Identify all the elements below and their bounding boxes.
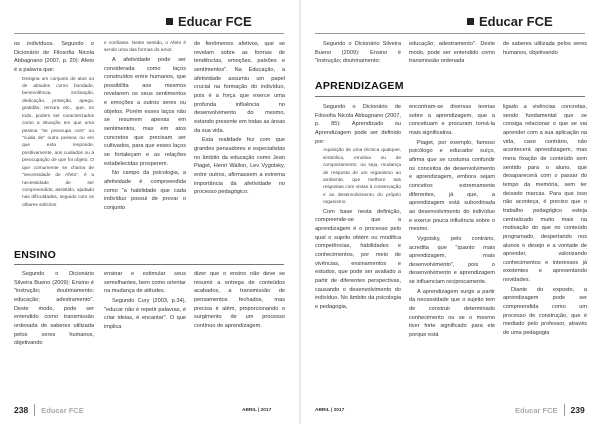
paragraph: No campo da psicologia, a afetividade é compreendida como "a habilidade que cada indivíduo possui de provar o conjunto [104,170,186,211]
left-col-1 [14,40,94,255]
paragraph: Diante do exposto, a aprendizagem pode ser compreendida como um processo de construção, que é mediado pelo professor, através de uma pedagogia [503,286,587,337]
section-rule [14,264,284,265]
right-footer [515,402,585,418]
section-title-ensino: ENSINO [14,249,57,261]
left-footer-date [242,402,271,418]
page-number: 238 [14,405,29,415]
right-footer-date [315,402,344,418]
square-bullet-icon [467,18,474,25]
left-header-brand [166,10,252,32]
left-col-2 [104,40,186,255]
paragraph: Segundo Cury (2003, p.34), "educar não é repetir palavras, é criar ideias, é encantar". O que implica [104,297,186,330]
header-rule [14,33,284,34]
page-number: 239 [570,405,585,415]
paragraph: dizer que o ensino não deve se resumir a entrega de conteúdos acabados, a transmissão de pensamentos fechados, mas precisa ir além, proporcionando o surgimento de um processo contínuo de aprendizagem. [194,271,285,329]
section-title-aprendizagem: APRENDIZAGEM [315,80,404,92]
aprendizagem-col-3 [503,103,587,398]
paragraph: educação; adestramento". Deste modo, pode ser entendido como transmissão ordenada [409,41,495,65]
left-page [0,0,299,424]
block-quote: Designa um conjunto de atos ou de atitudes como bondade, benevolência, inclinação, dedicação, proteção, apego, gratidão, ternura etc., que, no todo, podem ser caracterizados como a situação em que uma pessoa "se preocupa com" ou "cuida de" outra pessoa ou em que esta responde, positivamente, aos cuidados ou à preocupação de que foi objeto. O que comumente se chama de "necessidade de Afeto", é a necessidade de ser compreendido, assistido, ajudado nas dificuldades, seguido com os olhares solícitos [22,76,94,208]
paragraph: de fenômenos afetivos, que se revelam sobre as formas de tendências, emoções, paixões e sentimentos". Na Educação, a afetividade assumiu um papel crucial na formação do indivíduo, pois é a força que exerce uma profunda influência no desenvolvimento do mesmo, estando presente em todas as áreas da sua vida. [194,41,285,134]
paragraph: ligado a vivências concretas, sendo fundamental que se consiga relacionar o que se vai aprender com a sua aplicação na vida, caso contrário, não acontecerá aprendizagem, mas mera fixação de conteúdo sem sentido para o aluno, que desaparecerá com o passar do tempo da memória, sem ter deixado marcas. Para que isso não aconteça, é preciso que o trabalho pedagógico esteja centralizado muito mais na motivação do que no conteúdo programado, despertando nos alunos o desejo e a vontade de aprender, valorizando conhecimentos e interesses já existentes e apresentando novidades. [503,104,587,284]
section-rule [315,96,585,97]
paragraph: encontram-se diversas teorias sobre a aprendizagem, que a conceituam e procuram torná-la mais significativa. [409,104,495,136]
footer-brand: Educar FCE [41,405,84,415]
paragraph: os indivíduos. Segundo o Dicionário de Filosofia Nicola Abbagnano (2007, p. 20): Afeto é a palavra que: [14,41,94,73]
header-rule [315,33,585,34]
ensino-col-3 [194,270,285,396]
ensino-col-1 [14,270,94,396]
paragraph: de saberes utilizada pelos seres humanos, objetivando [503,41,587,56]
paragraph: Com base nesta definição, compreende-se que a aprendizagem é o processo pelo qual o sujeito obtém ou modifica competências, habilidades e conhecimentos, por meio de vivências, ensinamentos e estudos, que pode ser avaliado a partir de diferentes perspectivas, causando o desenvolvimento do indivíduo. No âmbito da psicologia e pedagogia, [315,208,401,310]
footer-divider [34,404,35,416]
left-footer [14,402,84,418]
right-top-col-2 [409,40,495,76]
right-header-brand [467,10,553,32]
issue-date: ABRIL | 2017 [242,407,272,413]
right-top-col-3 [503,40,587,76]
footer-divider [564,404,565,416]
issue-date: ABRIL | 2017 [315,407,345,413]
right-top-col-1 [315,40,401,76]
footer-brand: Educar FCE [515,405,558,415]
paragraph: Segundo o Dicionário Silveira Bueno (2009): Ensino é "instrução; doutrinamento; [315,41,401,65]
square-bullet-icon [166,18,173,25]
block-quote-end: e confiante. Neste sentido, o Afeto é sendo uma das formas do amor. [104,41,186,54]
block-quote: Aquisição de uma técnica qualquer, simbólica, emotiva ou de comportamento, ou seja, mudança de resposta de um organismo ao ambiente, que melhore tais respostas com vistas à conservação e ao desenvolvimento do próprio organismo. [323,148,401,206]
paragraph: Segundo o Dicionário de Filosofia Nicola Abbagnano (2007, p. 85): Aprendizado ou Aprendizagem pode ser definido por: [315,104,401,145]
ensino-col-2 [104,270,186,396]
paragraph: Esta realidade fez com que grandes pensadores e especialistas no âmbito da educação como Jean Piaget, Henri Wallon, Lev Vygotsky, entre outros, afirmassem a extrema importância da afetividade no processo pedagógico. [194,137,285,196]
brand-name: Educar FCE [479,13,553,29]
paragraph: A aprendizagem surge a partir da necessidade que o sujeito tem de construir determinado conhecimento ou se o mesmo tiver forte significado para ele porque está [409,288,495,339]
left-col-3 [194,40,285,255]
paragraph: Vygotsky, pelo contrário, acredita que "quanto mais aprendizagem, mais desenvolvimento", pois o desenvolvimento e aprendizagem se influenciam reciprocamente. [409,235,495,286]
paragraph: A afetividade pode ser considerada como laços construídos entre humanos, que possibilita aos mesmos revelarem os seus sentimentos e emoções a outros seres ou objetos. Porém esses laços não se resumem apenas em sentimentos, mas em atos concretos que precisam ser cultivados, para que esses laços se fortaleçam e as relações estabelecidas prosperem. [104,56,186,167]
aprendizagem-col-1 [315,103,401,398]
aprendizagem-col-2 [409,103,495,398]
paragraph: ensinar e estimular seus semelhantes, bem como orientar na mudança de atitudes. [104,271,186,295]
paragraph: Piaget, por exemplo, famoso psicólogo e educador suíço, afirma que se costuma confundir os conceitos de desenvolvimento e aprendizagem, embora sejam conceitos extremamente diferentes, já que, a aprendizagem está subordinada ao desenvolvimento do indivíduo e exerce pouca influência sobre o mesmo. [409,139,495,233]
brand-name: Educar FCE [178,13,252,29]
right-page [301,0,600,424]
paragraph: Segundo o Dicionário Silveira Bueno (2009): Ensino é "instrução; doutrinamento; educação; adestramento". Deste modo, pode ser entendido como transmissão ordenada de saberes utilizada pelos seres humanos, objetivando [14,271,94,347]
